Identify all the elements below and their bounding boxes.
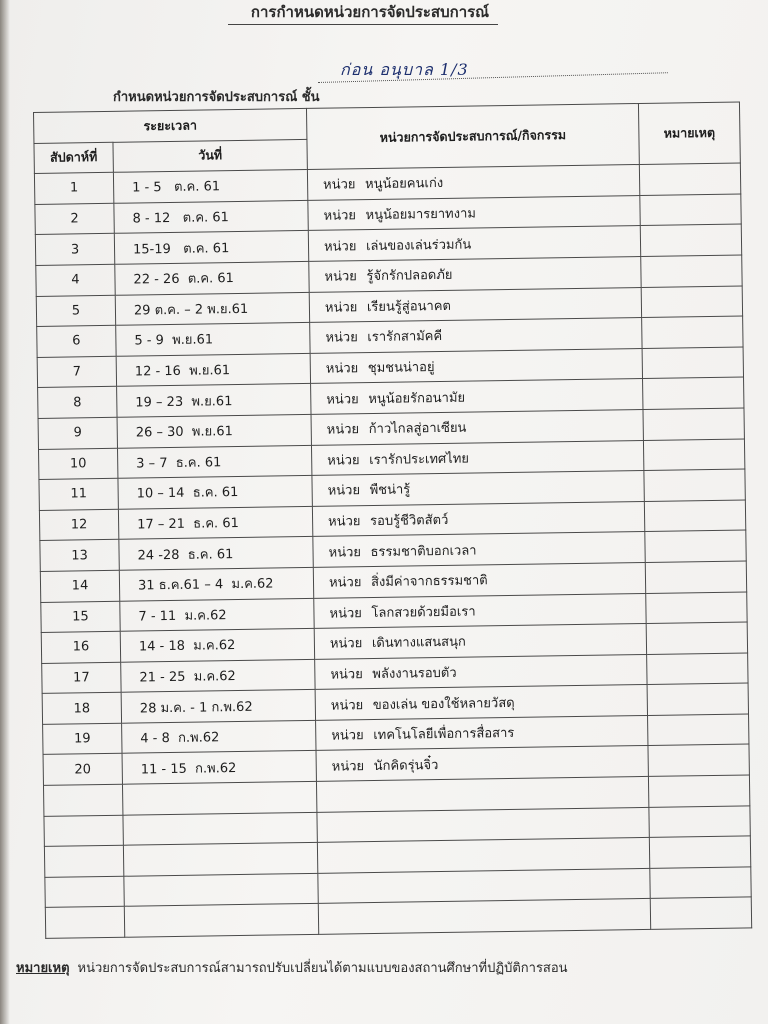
week-cell: 1 bbox=[34, 173, 113, 205]
note-cell bbox=[640, 194, 741, 226]
date-cell: 17 – 21 ธ.ค. 61 bbox=[118, 506, 312, 539]
header-period: ระยะเวลา bbox=[34, 108, 307, 143]
date-cell: 31 ธ.ค.61 – 4 ม.ค.62 bbox=[119, 567, 313, 600]
empty-cell bbox=[317, 838, 649, 874]
date-cell: 3 – 7 ธ.ค. 61 bbox=[117, 445, 311, 478]
unit-prefix: หน่วย bbox=[328, 575, 362, 591]
note-cell bbox=[641, 255, 742, 287]
footer-label: หมายเหตุ bbox=[16, 961, 70, 976]
empty-cell bbox=[649, 806, 750, 838]
unit-prefix: หน่วย bbox=[331, 728, 364, 744]
empty-cell bbox=[45, 907, 124, 939]
unit-prefix: หน่วย bbox=[326, 422, 360, 438]
unit-prefix: หน่วย bbox=[330, 667, 363, 683]
note-cell bbox=[644, 500, 745, 532]
date-cell: 15-19 ต.ค. 61 bbox=[114, 231, 308, 264]
empty-cell bbox=[318, 899, 650, 935]
note-cell bbox=[647, 653, 748, 685]
week-cell: 15 bbox=[41, 601, 120, 633]
note-cell bbox=[643, 377, 744, 409]
week-cell: 7 bbox=[37, 356, 116, 388]
unit-name: เทคโนโลยีเพื่อการสื่อสาร bbox=[373, 726, 515, 744]
unit-name: เล่นของเล่นร่วมกัน bbox=[365, 237, 472, 254]
empty-cell bbox=[316, 777, 648, 813]
note-cell bbox=[639, 163, 740, 195]
week-cell: 19 bbox=[43, 723, 122, 755]
date-cell: 7 - 11 ม.ค.62 bbox=[120, 598, 314, 631]
empty-cell bbox=[43, 784, 122, 816]
unit-cell bbox=[313, 532, 645, 568]
unit-name: ก้าวไกลสู่อาเซียน bbox=[368, 420, 467, 438]
week-cell: 13 bbox=[40, 540, 119, 572]
unit-name: ของเล่น ของใช้หลายวัสดุ bbox=[372, 695, 515, 713]
empty-cell bbox=[124, 904, 318, 937]
note-cell bbox=[643, 408, 744, 440]
note-cell bbox=[647, 683, 748, 715]
week-cell: 6 bbox=[37, 325, 116, 357]
unit-cell bbox=[310, 348, 642, 384]
week-cell: 18 bbox=[42, 693, 121, 725]
note-cell bbox=[646, 622, 747, 654]
header-week: สัปดาห์ที่ bbox=[34, 142, 113, 174]
week-cell: 9 bbox=[38, 417, 117, 449]
date-cell: 10 – 14 ธ.ค. 61 bbox=[118, 476, 312, 509]
empty-cell bbox=[650, 867, 751, 899]
unit-name: พืชน่ารู้ bbox=[369, 482, 411, 499]
note-cell bbox=[648, 744, 749, 776]
unit-name: หนูน้อยคนเก่ง bbox=[365, 176, 444, 193]
class-value-handwritten: ก่อน อนุบาล 1/3 bbox=[340, 60, 469, 79]
week-cell: 17 bbox=[42, 662, 121, 694]
unit-prefix: หน่วย bbox=[324, 300, 358, 316]
unit-cell bbox=[312, 501, 644, 537]
unit-name: ธรรมชาติบอกเวลา bbox=[370, 543, 477, 560]
date-cell: 24 -28 ธ.ค. 61 bbox=[119, 537, 313, 570]
title-underline bbox=[228, 24, 498, 25]
unit-cell bbox=[314, 624, 646, 660]
unit-prefix: หน่วย bbox=[325, 330, 358, 347]
empty-cell bbox=[650, 897, 751, 929]
empty-cell bbox=[45, 876, 124, 908]
empty-cell bbox=[317, 807, 649, 843]
note-cell bbox=[644, 469, 745, 501]
date-cell: 21 - 25 ม.ค.62 bbox=[121, 659, 315, 692]
unit-name: นักคิดรุ่นจิ๋ว bbox=[373, 757, 439, 774]
date-cell: 22 - 26 ต.ค. 61 bbox=[115, 261, 309, 294]
unit-prefix: หน่วย bbox=[323, 238, 357, 255]
date-cell: 5 - 9 พ.ย.61 bbox=[116, 323, 310, 356]
unit-prefix: หน่วย bbox=[331, 758, 365, 775]
note-cell bbox=[646, 591, 747, 623]
unit-name: พลังงานรอบตัว bbox=[372, 665, 457, 683]
unit-name: โลกสวยด้วยมือเรา bbox=[371, 604, 476, 621]
unit-cell bbox=[311, 379, 643, 415]
empty-cell bbox=[123, 812, 317, 845]
note-cell bbox=[642, 347, 743, 379]
unit-cell bbox=[310, 318, 642, 354]
unit-cell bbox=[309, 256, 641, 292]
page-edge-shadow bbox=[0, 0, 10, 1024]
schedule-table-wrapper bbox=[33, 102, 752, 939]
unit-prefix: หน่วย bbox=[323, 208, 357, 224]
empty-cell bbox=[649, 836, 750, 868]
week-cell: 4 bbox=[36, 264, 115, 296]
unit-prefix: หน่วย bbox=[326, 391, 359, 408]
empty-cell bbox=[122, 781, 316, 814]
empty-cell bbox=[648, 775, 749, 807]
empty-cell bbox=[124, 873, 318, 906]
week-cell: 10 bbox=[38, 448, 117, 480]
unit-cell bbox=[315, 685, 647, 721]
unit-cell bbox=[311, 409, 643, 445]
week-cell: 3 bbox=[35, 234, 114, 266]
week-cell: 8 bbox=[38, 387, 117, 419]
week-cell: 20 bbox=[43, 754, 122, 786]
unit-cell bbox=[311, 440, 643, 476]
unit-cell bbox=[316, 715, 648, 751]
unit-name: หนูน้อยมารยาทงาม bbox=[365, 206, 477, 224]
unit-cell bbox=[307, 165, 639, 201]
empty-cell bbox=[123, 843, 317, 876]
note-cell bbox=[645, 530, 746, 562]
unit-cell bbox=[314, 593, 646, 629]
week-cell: 2 bbox=[35, 203, 114, 235]
note-cell bbox=[643, 439, 744, 471]
unit-prefix: หน่วย bbox=[329, 605, 362, 622]
document-title: การกำหนดหน่วยการจัดประสบการณ์ bbox=[250, 3, 490, 21]
header-unit: หน่วยการจัดประสบการณ์/กิจกรรม bbox=[306, 104, 639, 170]
unit-prefix: หน่วย bbox=[327, 483, 361, 500]
date-cell: 12 - 16 พ.ย.61 bbox=[116, 353, 310, 386]
note-cell bbox=[648, 714, 749, 746]
unit-prefix: หน่วย bbox=[325, 361, 359, 377]
footer-text: หน่วยการจัดประสบการณ์สามารถปรับเปลี่ยนได้ตามแบบของสถานศึกษาที่ปฏิบัติการสอน bbox=[77, 961, 568, 976]
week-cell: 16 bbox=[41, 631, 120, 663]
unit-cell bbox=[315, 654, 647, 690]
date-cell: 28 ม.ค. - 1 ก.พ.62 bbox=[121, 690, 315, 723]
unit-name: รอบรู้ชีวิตสัตว์ bbox=[370, 512, 449, 530]
unit-cell bbox=[316, 746, 648, 782]
note-cell bbox=[642, 316, 743, 348]
note-cell bbox=[640, 224, 741, 256]
date-cell: 11 - 15 ก.พ.62 bbox=[122, 751, 316, 784]
empty-cell bbox=[44, 815, 123, 847]
unit-prefix: หน่วย bbox=[329, 636, 363, 653]
unit-prefix: หน่วย bbox=[324, 269, 357, 285]
footer-note bbox=[16, 957, 568, 978]
date-cell: 19 – 23 พ.ย.61 bbox=[117, 384, 311, 417]
header-date: วันที่ bbox=[113, 139, 307, 172]
date-cell: 4 - 8 ก.พ.62 bbox=[122, 720, 316, 753]
unit-name: เรารักประเทศไทย bbox=[369, 451, 470, 468]
unit-name: เรารักสามัคคี bbox=[367, 329, 443, 346]
week-cell: 11 bbox=[39, 478, 118, 510]
unit-prefix: หน่วย bbox=[330, 697, 364, 714]
unit-cell bbox=[308, 226, 640, 262]
unit-prefix: หน่วย bbox=[327, 453, 360, 469]
unit-name: สิ่งมีค่าจากธรรมชาติ bbox=[370, 573, 488, 591]
week-cell: 5 bbox=[36, 295, 115, 327]
unit-prefix: หน่วย bbox=[323, 177, 356, 194]
date-cell: 8 - 12 ต.ค. 61 bbox=[114, 200, 308, 233]
empty-cell bbox=[318, 868, 650, 904]
class-label: กำหนดหน่วยการจัดประสบการณ์ ชั้น bbox=[113, 90, 320, 105]
unit-prefix: หน่วย bbox=[328, 544, 362, 561]
date-cell: 14 - 18 ม.ค.62 bbox=[120, 628, 314, 661]
unit-cell bbox=[308, 195, 640, 231]
note-cell bbox=[641, 286, 742, 318]
unit-cell bbox=[313, 562, 645, 598]
unit-cell bbox=[312, 471, 644, 507]
schedule-rows bbox=[34, 163, 751, 938]
date-cell: 26 – 30 พ.ย.61 bbox=[117, 414, 311, 447]
note-cell bbox=[645, 561, 746, 593]
date-cell: 1 - 5 ต.ค. 61 bbox=[113, 170, 307, 203]
week-cell: 12 bbox=[39, 509, 118, 541]
week-cell: 14 bbox=[40, 570, 119, 602]
schedule-table bbox=[33, 102, 752, 939]
unit-name: รู้จักรักปลอดภัย bbox=[366, 268, 453, 285]
empty-cell bbox=[44, 845, 123, 877]
unit-name: ชุมชนน่าอยู่ bbox=[367, 360, 435, 377]
unit-name: หนูน้อยรักอนามัย bbox=[368, 390, 466, 407]
unit-name: เดินทางแสนสนุก bbox=[371, 635, 466, 652]
unit-name: เรียนรู้สู่อนาคต bbox=[366, 298, 452, 315]
date-cell: 29 ต.ค. – 2 พ.ย.61 bbox=[115, 292, 309, 325]
unit-cell bbox=[309, 287, 641, 323]
header-note: หมายเหตุ bbox=[638, 102, 740, 165]
unit-prefix: หน่วย bbox=[328, 514, 361, 530]
